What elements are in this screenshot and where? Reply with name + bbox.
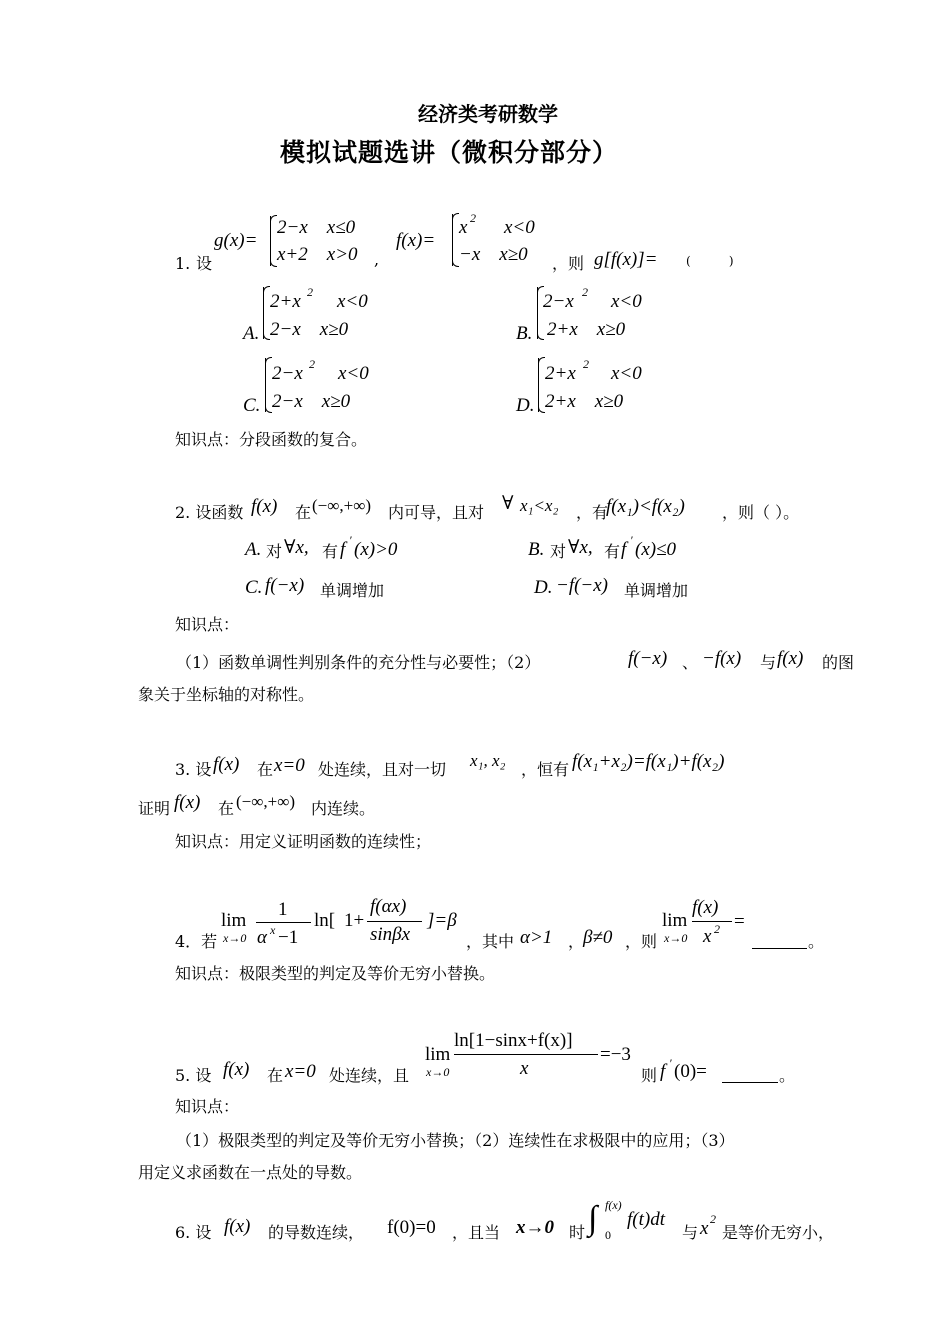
- q5-ask-a: f: [660, 1061, 666, 1082]
- q2-option-b-t1: 对: [550, 542, 567, 561]
- q4-lim2-sub: x→0: [664, 931, 688, 945]
- q3-text-2: 在: [257, 760, 274, 779]
- q2-option-b-label: B.: [528, 539, 545, 560]
- q1-then: ，则: [552, 254, 585, 273]
- q1-option-d-sup: 2: [583, 357, 589, 371]
- q5-number: 5. 设: [175, 1066, 212, 1085]
- q3-text-6: 在: [218, 799, 235, 818]
- q5-x0: x=0: [285, 1061, 316, 1082]
- q4-lim: lim: [221, 910, 247, 931]
- q1-option-b-row1a: 2−x: [543, 291, 574, 312]
- q5-then: 则: [641, 1066, 658, 1085]
- q2-forall: ∀: [502, 493, 514, 514]
- q6-xsq: x: [700, 1218, 709, 1239]
- q5-num-expr: ln[1−sinx+f(x)]: [454, 1030, 573, 1051]
- q1-option-b-brace: [537, 287, 538, 339]
- q4-frac-line: [256, 922, 311, 923]
- q4-knowledge: 知识点：极限类型的判定及等价无穷小替换。: [175, 964, 496, 983]
- q2-option-d-label: D.: [534, 577, 553, 598]
- q2-option-b-sup: ′: [630, 533, 633, 547]
- q4-comma: ，: [568, 932, 585, 951]
- q4-r-num: f(x): [692, 897, 719, 918]
- q1-option-c-row1b: x<0: [338, 363, 369, 384]
- q4-close: ]=β: [427, 910, 457, 931]
- q1-f-row1a: x: [459, 217, 468, 238]
- q5-text-2: 在: [267, 1066, 284, 1085]
- q6-text-6: 是等价无穷小，: [722, 1223, 835, 1242]
- q2-fx: f(x): [251, 496, 278, 517]
- q2-option-a-sup: ′: [349, 533, 352, 547]
- q5-text-3: 处连续，且: [329, 1066, 410, 1085]
- q4-r-line: [692, 921, 732, 922]
- q5-knowledge-1: （1）极限类型的判定及等价无穷小替换；（2）连续性在求极限中的应用；（3）: [176, 1131, 735, 1150]
- q1-g-row2: x+2 x>0: [277, 244, 358, 265]
- q2-knowledge-m2: −f(x): [702, 648, 742, 669]
- q1-option-d-row2: 2+x x≥0: [545, 391, 624, 412]
- q1-f-def: f(x)=: [396, 230, 436, 251]
- q2-knowledge-1d: 的图: [822, 653, 855, 672]
- q2-knowledge-m1: f(−x): [628, 648, 668, 669]
- q2-option-c-text: 单调增加: [320, 581, 385, 600]
- q3-vars: x₁, x₂: [470, 751, 506, 770]
- q2-text-5: ，则（ ）。: [722, 503, 800, 522]
- q1-knowledge: 知识点：分段函数的复合。: [175, 430, 368, 449]
- q6-text-3: ，且当: [452, 1223, 501, 1242]
- q2-knowledge-m3: f(x): [777, 648, 804, 669]
- q2-option-c-label: C.: [245, 577, 263, 598]
- q3-knowledge: 知识点：用定义证明函数的连续性；: [175, 832, 432, 851]
- q4-inner-line: [367, 921, 422, 922]
- q3-text-1: 3. 设: [175, 760, 212, 779]
- q2-option-a-label: A.: [245, 539, 262, 560]
- q5-ask-b: (0)=: [674, 1061, 707, 1082]
- q3-text-4: ，恒有: [521, 760, 570, 779]
- q6-number: 6. 设: [175, 1223, 212, 1242]
- q4-lim-sub: x→0: [223, 931, 247, 945]
- q1-g-def: g(x)=: [214, 230, 258, 251]
- q4-one-plus: 1+: [344, 910, 365, 931]
- q1-option-a-sup: 2: [307, 285, 313, 299]
- q1-option-a-row2: 2−x x≥0: [270, 319, 349, 340]
- q2-text-3: 内可导，且对: [388, 503, 485, 522]
- q5-answer-blank: [722, 1082, 778, 1083]
- q6-int-body: f(t)dt: [627, 1209, 665, 1230]
- q2-interval: (−∞,+∞): [312, 496, 371, 515]
- q1-option-c-row1a: 2−x: [272, 363, 303, 384]
- q3-fx2: f(x): [174, 792, 201, 813]
- q2-option-c-math: f(−x): [265, 575, 305, 596]
- q6-text-5: 与: [682, 1223, 699, 1242]
- q1-f-row1-sup: 2: [470, 211, 476, 225]
- q4-frac-den-sup: x: [270, 923, 276, 937]
- q4-inner-den: sinβx: [370, 924, 411, 945]
- q5-lim-sub: x→0: [426, 1065, 450, 1079]
- q2-option-a-m2a: f: [340, 539, 346, 560]
- q1-option-c-label: C.: [243, 395, 261, 416]
- q1-option-a-label: A.: [243, 323, 260, 344]
- q2-knowledge-2: 象关于坐标轴的对称性。: [138, 685, 315, 704]
- page-subtitle: 模拟试题选讲（微积分部分）: [280, 138, 619, 167]
- q1-option-c-sup: 2: [309, 357, 315, 371]
- q1-option-a-row1b: x<0: [337, 291, 368, 312]
- q3-text-5: 证明: [138, 799, 171, 818]
- q1-option-d-brace: [538, 358, 539, 412]
- q6-f0: f(0)=0: [387, 1217, 436, 1238]
- q4-number: 4．若: [175, 932, 218, 951]
- q1-option-a-row1a: 2+x: [270, 291, 301, 312]
- q1-f-row2: −x x≥0: [459, 244, 528, 265]
- q1-option-d-row1a: 2+x: [545, 363, 576, 384]
- q1-lead: 设: [196, 254, 213, 273]
- q6-fx: f(x): [224, 1216, 251, 1237]
- q1-option-d-row1b: x<0: [611, 363, 642, 384]
- q2-option-a-t1: 对: [266, 542, 283, 561]
- q1-option-b-row1b: x<0: [611, 291, 642, 312]
- q4-r-den-sup: 2: [714, 922, 720, 936]
- q2-option-b-t2: 有: [604, 542, 621, 561]
- q2-option-a-t2: 有: [322, 542, 339, 561]
- q2-knowledge-1a: （1）函数单调性判别条件的充分性与必要性；（2）: [176, 653, 541, 672]
- q2-option-a-m1: ∀x,: [284, 537, 309, 558]
- q1-number: 1.: [175, 254, 191, 273]
- q5-lim: lim: [425, 1044, 451, 1065]
- q5-knowledge-2: 用定义求函数在一点处的导数。: [138, 1163, 363, 1182]
- q4-r-den: x: [703, 926, 712, 947]
- q2-option-d-math: −f(−x): [556, 575, 609, 596]
- q5-end: 。: [779, 1066, 796, 1085]
- q2-ineq: f(x₁)<f(x₂): [606, 496, 685, 517]
- q6-int-lower: 0: [605, 1228, 611, 1242]
- q2-option-d-text: 单调增加: [624, 581, 689, 600]
- q1-ask: g[f(x)]=: [594, 249, 658, 270]
- q2-option-b-m2b: (x)≤0: [635, 539, 677, 560]
- q5-den-expr: x: [520, 1058, 529, 1079]
- q4-eq: =: [734, 911, 745, 932]
- q2-text-2: 在: [295, 503, 312, 522]
- q1-option-d-label: D.: [516, 395, 535, 416]
- q2-text-1: 2. 设函数: [175, 503, 244, 522]
- q6-text-2: 的导数连续，: [268, 1223, 365, 1242]
- q6-xsq-sup: 2: [710, 1212, 716, 1226]
- q4-end: 。: [808, 932, 825, 951]
- q3-text-3: 处连续，且对一切: [318, 760, 447, 779]
- q2-option-b-m2a: f: [621, 539, 627, 560]
- q4-then: ，则: [625, 932, 658, 951]
- q1-option-b-sup: 2: [582, 285, 588, 299]
- q2-knowledge-label: 知识点：: [175, 615, 240, 634]
- q2-knowledge-1c: 与: [760, 653, 777, 672]
- q1-g-brace: [270, 216, 271, 266]
- q1-option-a-brace: [263, 287, 264, 339]
- page-title: 经济类考研数学: [418, 102, 558, 126]
- q5-ask-sup: ′: [669, 1056, 672, 1070]
- q2-cond: x₁<x₂: [520, 496, 559, 515]
- q4-cond2: β≠0: [583, 927, 613, 948]
- q1-comma: ,: [374, 250, 380, 269]
- q4-ln: ln[: [314, 910, 336, 931]
- q4-inner-num: f(αx): [370, 896, 407, 917]
- q1-f-row1b: x<0: [504, 217, 535, 238]
- q6-integral-sign: ∫: [588, 1200, 598, 1237]
- q2-text-4: ，有: [576, 503, 609, 522]
- q3-x0: x=0: [274, 755, 305, 776]
- q5-frac-line: [454, 1054, 598, 1055]
- q4-lim2: lim: [662, 910, 688, 931]
- q1-option-c-row2: 2−x x≥0: [272, 391, 351, 412]
- q1-option-b-row2: 2+x x≥0: [547, 319, 626, 340]
- q6-text-4: 时: [569, 1223, 586, 1242]
- q4-mid: ，其中: [466, 932, 515, 951]
- q4-frac-den-a: α: [257, 927, 267, 948]
- q6-int-upper: f(x): [605, 1198, 622, 1212]
- q5-eq: =−3: [600, 1044, 631, 1065]
- q3-equation: f(x₁+x₂)=f(x₁)+f(x₂): [572, 751, 725, 772]
- q3-interval: (−∞,+∞): [236, 792, 295, 811]
- q4-answer-blank: [752, 948, 807, 949]
- q5-fx: f(x): [223, 1059, 250, 1080]
- q2-option-a-m2b: (x)>0: [354, 539, 398, 560]
- q1-g-row1: 2−x x≤0: [277, 217, 356, 238]
- q4-frac-den-b: −1: [278, 927, 299, 948]
- q1-answer-paren: ( ): [686, 254, 734, 268]
- q1-option-b-label: B.: [516, 323, 533, 344]
- q3-fx: f(x): [213, 754, 240, 775]
- q2-option-b-m1: ∀x,: [568, 537, 593, 558]
- q1-option-c-brace: [265, 358, 266, 412]
- q6-cond: x→0: [516, 1217, 554, 1238]
- q2-knowledge-1b: 、: [682, 653, 699, 672]
- q3-text-7: 内连续。: [311, 799, 376, 818]
- q1-f-brace: [452, 214, 453, 266]
- q4-frac-num: 1: [278, 899, 288, 920]
- q5-knowledge-label: 知识点：: [175, 1097, 240, 1116]
- q4-cond1: α>1: [520, 927, 553, 948]
